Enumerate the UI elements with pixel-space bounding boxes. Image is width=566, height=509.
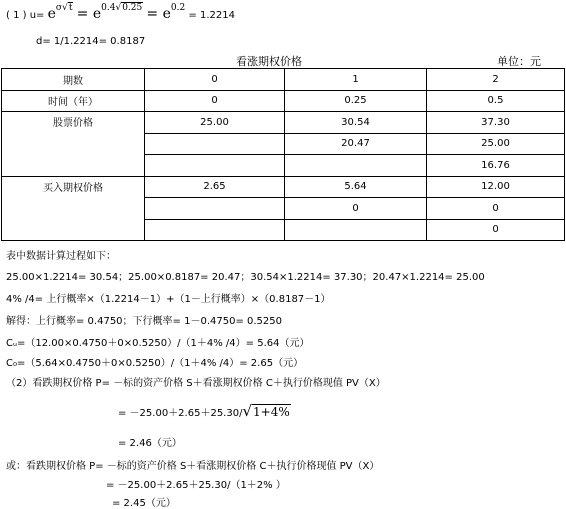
part2-line-3: = 2.46（元） (118, 438, 182, 449)
equals-sign: = (76, 6, 93, 22)
u-formula: ( 1 ) $u= e^{\sigma√t} = e^{0.4√0.25} = e^{0.2} = 1.2214$ (6, 2, 235, 22)
table-cell: 2 (427, 69, 565, 91)
table-cell: 12.00 (427, 176, 565, 198)
part2-line-2 (118, 402, 291, 420)
table-cell: 1 (285, 69, 427, 91)
table-cell: 0 (145, 90, 285, 112)
table-title: 看涨期权价格 (236, 55, 302, 68)
calc-line-2: 4% /4= 上行概率×（1.2214－1）+（1－上行概率）×（0.8187－1） (6, 294, 331, 305)
e-symbol: e (47, 6, 56, 22)
calc-line-4: Cᵤ=（12.00×0.4750＋0×0.5250）/（1＋4% /4）= 5.64（元） (6, 338, 310, 349)
table-row (2, 90, 565, 112)
exponent-mid: 0.4 (101, 2, 116, 13)
u-label: ( 1 ) u= (6, 10, 45, 21)
e-symbol-mid: e (92, 6, 102, 22)
table-cell: 0.5 (427, 90, 565, 112)
table-row (2, 176, 565, 198)
part2-line-2-prefix: = －25.00＋2.65＋25.30/ (118, 408, 243, 419)
or-line-1: 或：看跌期权价格 P= －标的资产价格 S＋看涨期权价格 C＋执行价格现值 PV（X） (6, 461, 380, 472)
table-cell (145, 155, 285, 177)
row-header-period: 期数 (2, 69, 145, 91)
e-symbol-right: e (162, 6, 171, 22)
calc-line-3: 解得：上行概率= 0.4750；下行概率= 1－0.4750= 0.5250 (6, 316, 283, 327)
or-line-3: = 2.45（元） (112, 498, 176, 509)
part2-line-2-sqrt: 1+4% (253, 405, 290, 419)
calc-line-1: 25.00×1.2214= 30.54；25.00×0.8187= 20.47；30.54×1.2214= 37.30；20.47×1.2214= 25.00 (6, 272, 485, 283)
table-cell: 30.54 (285, 112, 427, 134)
calc-line-5: C₀=（5.64×0.4750＋0×0.5250）/（1＋4% /4）= 2.65（元） (6, 358, 304, 369)
exponent-mid-sqrt: 0.25 (122, 2, 143, 13)
calc-heading: 表中数据计算过程如下： (6, 251, 116, 262)
table-cell (145, 133, 285, 155)
table-cell: 0 (427, 198, 565, 220)
table-cell: 25.00 (427, 133, 565, 155)
table-unit: 单位：元 (497, 55, 541, 68)
part2-line-1: （2）看跌期权价格 P= －标的资产价格 S＋看涨期权价格 C＋执行价格现值 PV（X） (6, 378, 386, 389)
exponent-sigma: σ (55, 2, 63, 13)
table-cell (285, 155, 427, 177)
d-line: d= 1/1.2214= 0.8187 (36, 36, 146, 47)
option-price-table (1, 68, 565, 241)
table-cell: 0.25 (285, 90, 427, 112)
table-cell (285, 219, 427, 241)
row-header-time: 时间（年） (2, 90, 145, 112)
table-cell (145, 198, 285, 220)
row-header-call-price: 买入期权价格 (2, 176, 145, 241)
table-cell: 20.47 (285, 133, 427, 155)
table-row (2, 69, 565, 91)
u-value: = 1.2214 (188, 10, 235, 21)
table-row (2, 112, 565, 134)
table-cell (145, 219, 285, 241)
sqrt-icon: √ (242, 402, 253, 420)
table-cell: 0 (427, 219, 565, 241)
table-cell: 25.00 (145, 112, 285, 134)
equals-sign-2: = (146, 6, 163, 22)
exponent-right: 0.2 (170, 2, 186, 13)
table-cell: 16.76 (427, 155, 565, 177)
row-header-stock-price: 股票价格 (2, 112, 145, 177)
sqrt-t: √t (62, 2, 73, 13)
table-cell: 2.65 (145, 176, 285, 198)
table-cell: 0 (285, 198, 427, 220)
table-cell: 37.30 (427, 112, 565, 134)
or-line-2: = －25.00＋2.65＋25.30/（1＋2% ） (106, 480, 286, 491)
table-cell: 5.64 (285, 176, 427, 198)
table-cell: 0 (145, 69, 285, 91)
